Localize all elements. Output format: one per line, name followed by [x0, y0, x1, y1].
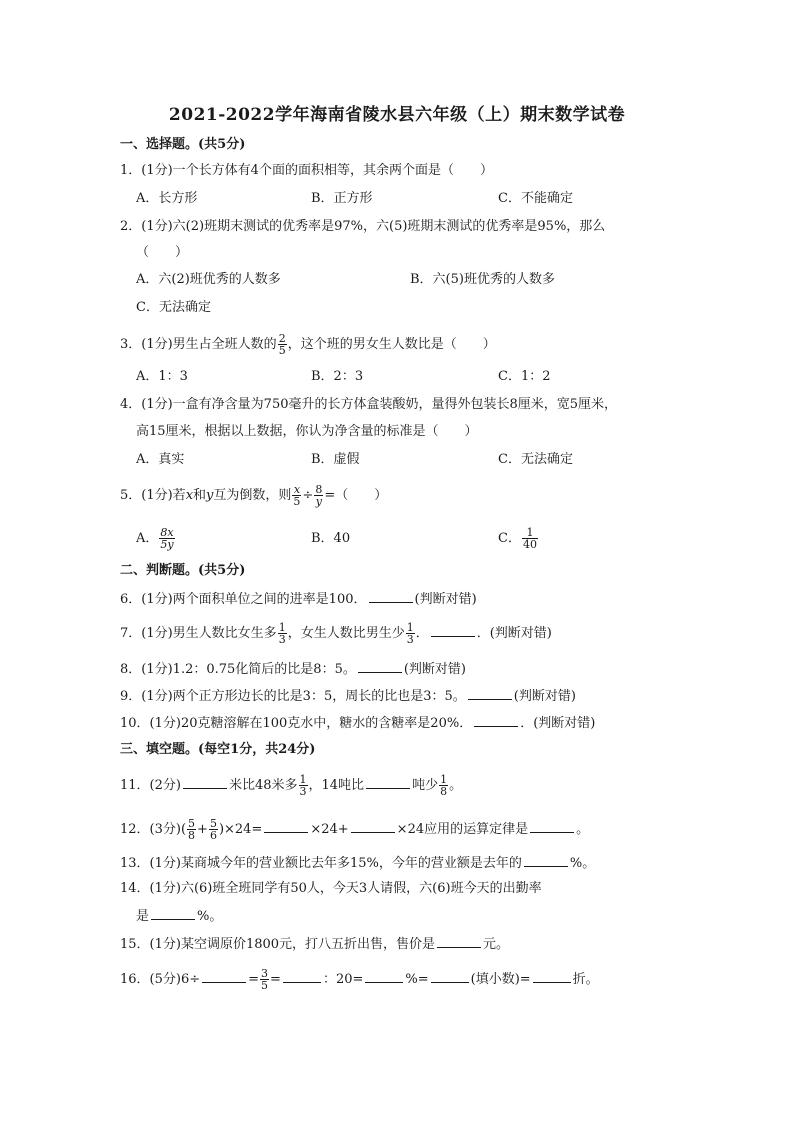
- equals-sign: =: [270, 972, 281, 987]
- question-12-text-1: )×24=: [218, 822, 263, 837]
- question-11-text-2: ，14吨比: [308, 778, 365, 793]
- question-3-option-c: C．1：2: [498, 369, 551, 384]
- fraction-denominator: 5: [278, 344, 286, 357]
- fraction-denominator: 3: [406, 633, 414, 646]
- variable-x: x: [185, 488, 194, 503]
- fraction-numerator: 5: [209, 817, 217, 830]
- section-heading-fill: 三、填空题。(每空1分，共24分): [120, 742, 316, 757]
- question-12-end: 。: [576, 822, 590, 837]
- question-12-label: 12．(3分)(: [120, 822, 187, 837]
- question-7-text-mid: ，女生人数比男生少: [287, 626, 405, 641]
- fraction-8-over-y: [314, 484, 323, 507]
- question-10: [120, 713, 595, 733]
- answer-blank[interactable]: [358, 659, 402, 673]
- question-9-suffix: (判断对错): [513, 689, 576, 704]
- answer-blank[interactable]: [283, 969, 321, 983]
- equals-sign: =: [248, 972, 260, 987]
- variable-y: y: [206, 488, 214, 503]
- fraction-numerator: 3: [261, 967, 269, 980]
- fraction-numerator: x: [293, 483, 301, 496]
- question-13-suffix: %。: [569, 856, 596, 871]
- question-12: [120, 818, 589, 841]
- fraction-denominator: 3: [278, 633, 286, 646]
- question-5-text-post: =（ ）: [324, 488, 388, 503]
- answer-blank[interactable]: [533, 969, 571, 983]
- section-heading-choice: 一、选择题。(共5分): [120, 137, 246, 152]
- option-label: A．: [136, 531, 159, 546]
- question-3-option-b: B．2：3: [311, 369, 364, 384]
- answer-blank[interactable]: [183, 775, 227, 789]
- fraction-denominator: 40: [522, 538, 537, 551]
- fraction-two-fifths: [278, 333, 287, 356]
- fraction-denominator: 5y: [160, 538, 174, 551]
- question-1-option-a: A．长方形: [136, 191, 198, 206]
- answer-blank[interactable]: [264, 819, 308, 833]
- question-11-text-1: 米比48米多: [228, 778, 298, 793]
- question-5-stem: [120, 484, 387, 507]
- fraction-one-third: [406, 622, 415, 645]
- answer-blank[interactable]: [351, 819, 395, 833]
- fraction-numerator: 1: [278, 621, 286, 634]
- option-label: C．: [498, 531, 521, 546]
- question-13-text: 13．(1分)某商城今年的营业额比去年多15%，今年的营业额是去年的: [120, 856, 522, 871]
- question-2-option-c: C．无法确定: [136, 300, 211, 315]
- fraction-one-eighth: [439, 774, 448, 797]
- question-16-text-3: (填小数)=: [470, 972, 531, 987]
- answer-blank[interactable]: [437, 934, 481, 948]
- fraction-five-eighths: [187, 818, 196, 841]
- question-15-text: 15．(1分)某空调原价1800元，打八五折出售，售价是: [120, 937, 436, 952]
- question-14-suffix: %。: [197, 909, 223, 924]
- fraction-numerator: 8x: [160, 526, 174, 539]
- question-11: [120, 774, 462, 797]
- question-2-stem-cont: （ ）: [136, 245, 189, 260]
- question-14-text-2: 是: [136, 909, 150, 924]
- exam-title: 2021-2022学年海南省陵水县六年级（上）期末数学试卷: [168, 105, 626, 125]
- question-9-text: 9．(1分)两个正方形边长的比是3：5，周长的比也是3：5。: [120, 689, 466, 704]
- fraction-numerator: 8: [315, 483, 323, 496]
- fraction-numerator: 1: [406, 621, 414, 634]
- question-6-text: 6．(1分)两个面积单位之间的进率是100．: [120, 592, 367, 607]
- answer-blank[interactable]: [530, 819, 574, 833]
- question-8: [120, 659, 466, 679]
- question-14-stem: 14．(1分)六(6)班全班同学有50人，今天3人请假，六(6)班今天的出勤率: [120, 881, 542, 896]
- fraction-denominator: 8: [188, 829, 196, 842]
- fraction-three-fifths: [260, 968, 269, 991]
- question-4-option-a: A．真实: [136, 452, 185, 467]
- question-5-option-b: B．40: [311, 531, 351, 546]
- question-5-option-c: [498, 527, 539, 550]
- answer-blank[interactable]: [468, 686, 512, 700]
- question-9: [120, 686, 576, 706]
- question-5-text-mid: 互为倒数，则: [213, 488, 292, 503]
- question-8-text: 8．(1分)1.2：0.75化简后的比是8：5。: [120, 662, 356, 677]
- question-4-stem-cont: 高15厘米，根据以上数据，你认为净含量的标准是（ ）: [136, 424, 478, 439]
- fraction-numerator: 1: [299, 773, 307, 786]
- fraction-numerator: 2: [278, 332, 286, 345]
- answer-blank[interactable]: [431, 969, 469, 983]
- question-16-text-1: ：20=: [322, 972, 364, 987]
- question-2-option-a: A．六(2)班优秀的人数多: [136, 272, 281, 287]
- answer-blank[interactable]: [431, 623, 475, 637]
- answer-blank[interactable]: [369, 589, 413, 603]
- question-7-period: ．: [415, 626, 429, 641]
- question-7: [120, 622, 552, 645]
- question-12-text-3: ×24应用的运算定律是: [396, 822, 529, 837]
- fraction-five-sixths: [209, 818, 218, 841]
- answer-blank[interactable]: [524, 853, 568, 867]
- question-5-and: 和: [193, 488, 207, 503]
- question-16: [120, 968, 599, 991]
- question-12-text-2: ×24+: [310, 822, 349, 837]
- question-4-option-c: C．无法确定: [498, 452, 573, 467]
- question-11-text-3: 吨少: [412, 778, 439, 793]
- answer-blank[interactable]: [151, 906, 195, 920]
- question-13: [120, 853, 595, 873]
- fraction-numerator: 1: [522, 527, 538, 539]
- question-2-option-b: B．六(5)班优秀的人数多: [410, 272, 555, 287]
- plus-sign: +: [197, 822, 208, 837]
- answer-blank[interactable]: [202, 969, 246, 983]
- question-5-text-pre: 5．(1分)若: [120, 488, 186, 503]
- fraction-denominator: 5: [293, 495, 301, 508]
- question-5-option-a: [136, 527, 176, 550]
- question-3-stem: [120, 333, 496, 356]
- question-14-cont: [136, 906, 222, 926]
- question-6-suffix: (判断对错): [414, 592, 477, 607]
- question-4-stem: 4．(1分)一盒有净含量为750毫升的长方体盒装酸奶，量得外包装长8厘米，宽5厘米，: [120, 397, 618, 412]
- fraction-numerator: 1: [440, 773, 448, 786]
- fraction-x-over-5: [292, 484, 301, 507]
- question-4-option-b: B．虚假: [311, 452, 360, 467]
- answer-blank[interactable]: [365, 969, 403, 983]
- question-15: [120, 934, 509, 954]
- fraction-8x-over-5y: [159, 527, 174, 550]
- question-7-text-pre: 7．(1分)男生人数比女生多: [120, 626, 277, 641]
- fraction-denominator: 5: [261, 979, 269, 992]
- answer-blank[interactable]: [474, 713, 518, 727]
- question-7-suffix: ．(判断对错): [476, 626, 552, 641]
- section-heading-judge: 二、判断题。(共5分): [120, 563, 246, 578]
- question-1-option-c: C．不能确定: [498, 191, 573, 206]
- answer-blank[interactable]: [366, 775, 410, 789]
- question-2-stem: 2．(1分)六(2)班期末测试的优秀率是97%，六(5)班期末测试的优秀率是95%，那么: [120, 219, 606, 234]
- fraction-1-over-40: [522, 527, 538, 550]
- fraction-denominator: 6: [209, 829, 217, 842]
- question-11-label: 11．(2分): [120, 778, 181, 793]
- question-15-suffix: 元。: [483, 937, 510, 952]
- question-1-option-b: B．正方形: [311, 191, 373, 206]
- question-8-suffix: (判断对错): [403, 662, 467, 677]
- question-16-end: 折。: [572, 972, 599, 987]
- fraction-denominator: y: [315, 495, 322, 508]
- fraction-numerator: 5: [188, 817, 196, 830]
- divide-sign: ÷: [302, 488, 314, 503]
- question-16-label: 16．(5分)6÷: [120, 972, 201, 987]
- question-1-stem: 1．(1分)一个长方体有4个面的面积相等，其余两个面是（ ）: [120, 163, 493, 178]
- fraction-one-third: [278, 622, 287, 645]
- fraction-one-third: [299, 774, 308, 797]
- fraction-denominator: 8: [440, 785, 448, 798]
- question-11-end: 。: [449, 778, 463, 793]
- fraction-denominator: 3: [299, 785, 307, 798]
- question-10-text: 10．(1分)20克糖溶解在100克水中，糖水的含糖率是20%．: [120, 716, 473, 731]
- question-6: [120, 589, 477, 609]
- question-3-text-pre: 3．(1分)男生占全班人数的: [120, 337, 277, 352]
- question-10-suffix: ．(判断对错): [520, 716, 596, 731]
- question-3-text-post: ，这个班的男女生人数比是（ ）: [287, 337, 496, 352]
- question-3-option-a: A．1：3: [136, 369, 188, 384]
- question-16-text-2: %=: [405, 972, 429, 987]
